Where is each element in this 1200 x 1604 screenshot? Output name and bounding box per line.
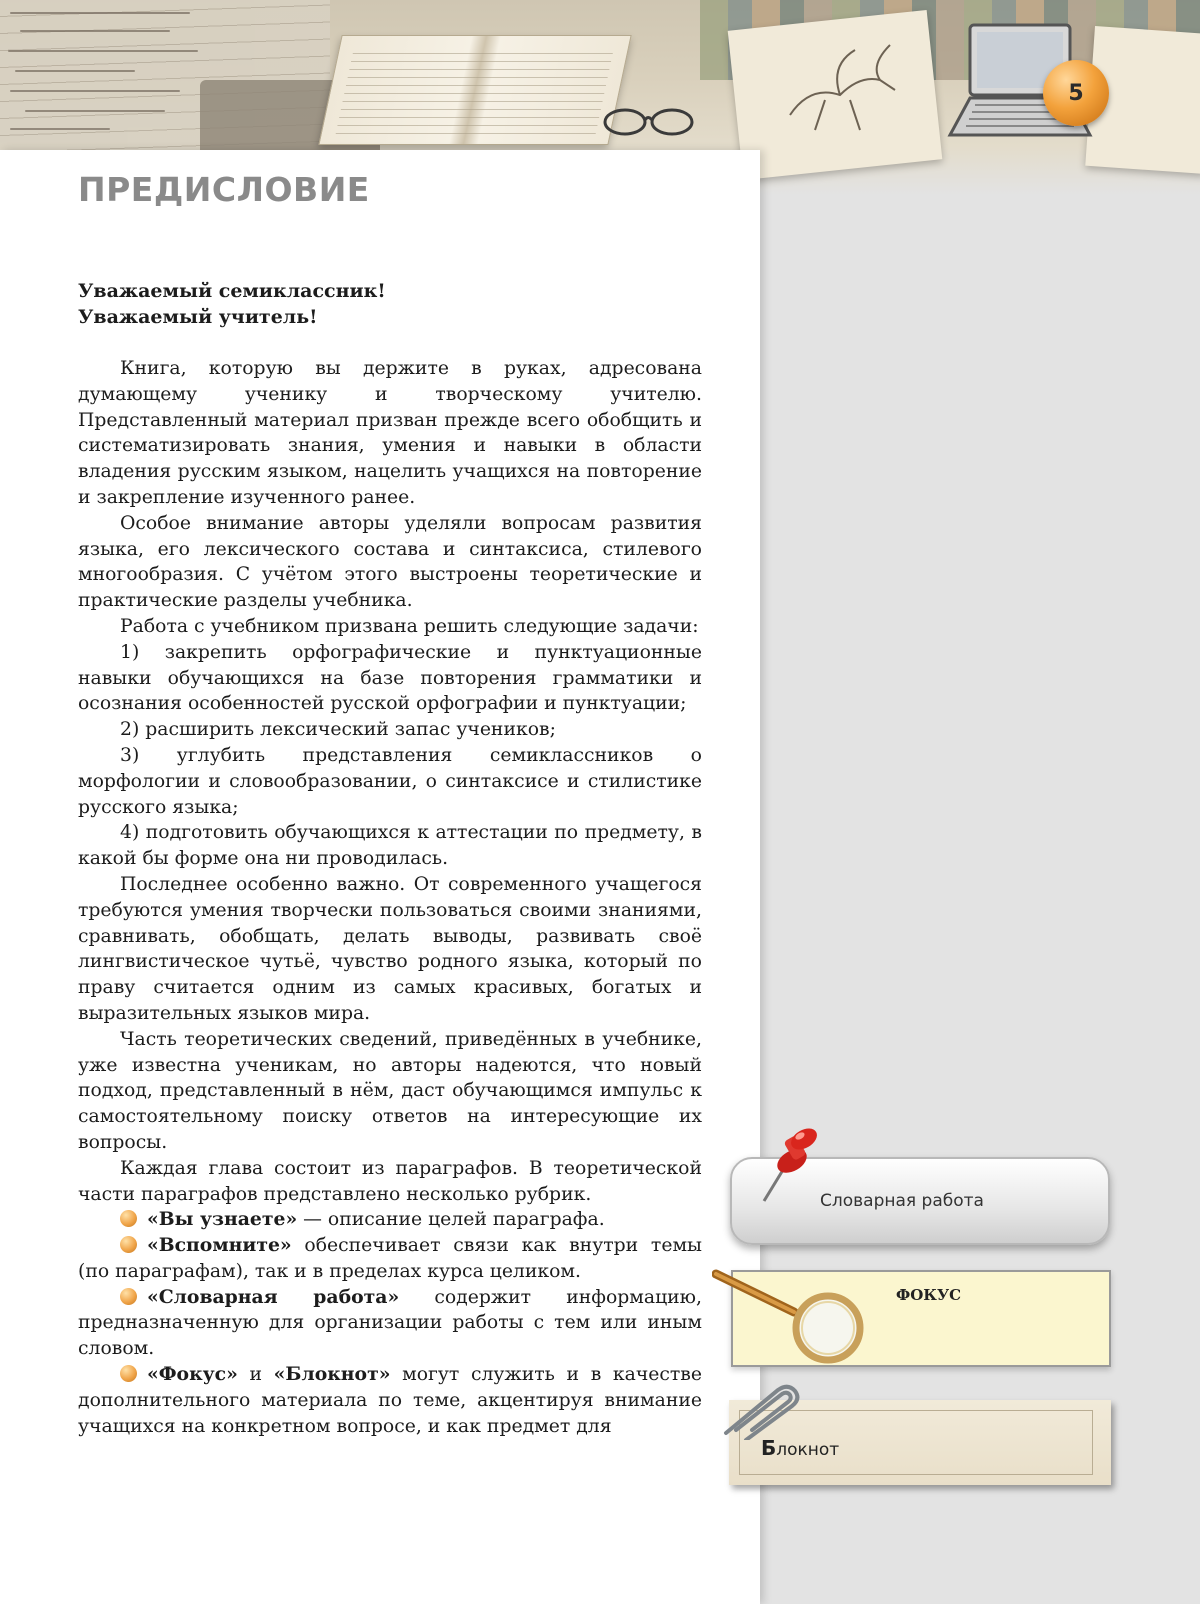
paragraph: Последнее особенно важно. От современного учащегося требуются умения творчески пользоваться своими знаниями, сравнивать, обобщать, делать выводы, развивать своё лингвистическое чутьё, чувство родного языка, который по праву считается одним из самых красивых, богатых и выразительных языков мира. (78, 873, 702, 1024)
page-number-badge: 5 (1043, 60, 1109, 126)
paragraph: Особое внимание авторы уделяли вопросам развития языка, его лексического состава и синтаксиса, стилевого многообразия. С учётом этого выстроены теоретические и практические разделы учебника. (78, 512, 702, 612)
rubric-joiner: и (237, 1364, 274, 1386)
legend-vocabulary-label: Словарная работа (820, 1191, 984, 1211)
rubric-item (78, 1362, 702, 1439)
paragraph: Каждая глава состоит из параграфов. В теоретической части параграфов представлено несколько рубрик. (78, 1157, 702, 1205)
rubric-term: «Блокнот» (273, 1363, 391, 1386)
paragraph: Часть теоретических сведений, приведённых в учебнике, уже известна ученикам, но авторы надеются, что новый подход, представленный в нём, даст обучающимся импульс к самостоятельному поиску ответов на интересующие их вопросы. (78, 1028, 702, 1153)
paragraph: Работа с учебником призвана решить следующие задачи: (120, 615, 699, 637)
bullet-icon (120, 1236, 137, 1253)
rubric-item (78, 1233, 702, 1285)
rubric-text: могут служить и в качестве дополнительного материала по теме, акцентируя внимание учащихся на конкретном вопросе, и как предмет для (78, 1364, 702, 1437)
greeting-teacher: Уважаемый учитель! (78, 306, 318, 328)
greeting-student: Уважаемый семиклассник! (78, 280, 386, 302)
rubric-text: содержит информацию, предназначенную для организации работы с тем или иным словом. (78, 1286, 702, 1360)
legend-focus-label: ФОКУС (896, 1286, 962, 1304)
rubric-term: «Фокус» (147, 1363, 238, 1386)
rubric-term: «Вы узнаете» (147, 1208, 298, 1231)
task-item: 3) углубить представления семиклассников о морфологии и словообразовании, о синтаксисе и стилистике русского языка; (78, 744, 702, 818)
rubric-text: обеспечивает связи как внутри темы (по параграфам), так и в пределах курса целиком. (78, 1235, 702, 1282)
bullet-icon (120, 1210, 137, 1227)
push-pin-icon (752, 1125, 822, 1205)
task-item: 2) расширить лексический запас учеников; (120, 719, 556, 741)
rubric-term: «Вспомните» (147, 1234, 292, 1257)
task-item: 4) подготовить обучающихся к аттестации по предмету, в какой бы форме она ни проводилась. (78, 822, 702, 870)
task-item: 1) закрепить орфографические и пунктуационные навыки обучающихся на базе повторения грамматики и осознания особенностей русской орфографии и пунктуации; (78, 641, 702, 715)
page-title: ПРЕДИСЛОВИЕ (78, 170, 370, 209)
glasses-icon (600, 100, 700, 140)
bullet-icon (120, 1288, 137, 1305)
legend-notebook-label: Блокнот (761, 1436, 840, 1460)
rubric-text: — описание целей параграфа. (297, 1209, 605, 1231)
open-book-image (318, 35, 631, 145)
rubric-item (78, 1207, 702, 1233)
greeting (78, 278, 386, 330)
rubric-item (78, 1285, 702, 1362)
preface-body (78, 356, 702, 1439)
rubric-term: «Словарная работа» (147, 1285, 400, 1308)
paragraph: Книга, которую вы держите в руках, адресована думающему ученику и творческому учителю. Представленный материал призван прежде всего обобщить и систематизировать знания, умения и навыки в области владения русским языком, нацелить учащихся на повторение и закрепление изученного ранее. (78, 358, 702, 508)
pegasus-drawing-icon (770, 35, 910, 145)
bullet-icon (120, 1365, 137, 1382)
paperclip-icon (716, 1378, 806, 1440)
magnifier-icon (712, 1266, 872, 1376)
